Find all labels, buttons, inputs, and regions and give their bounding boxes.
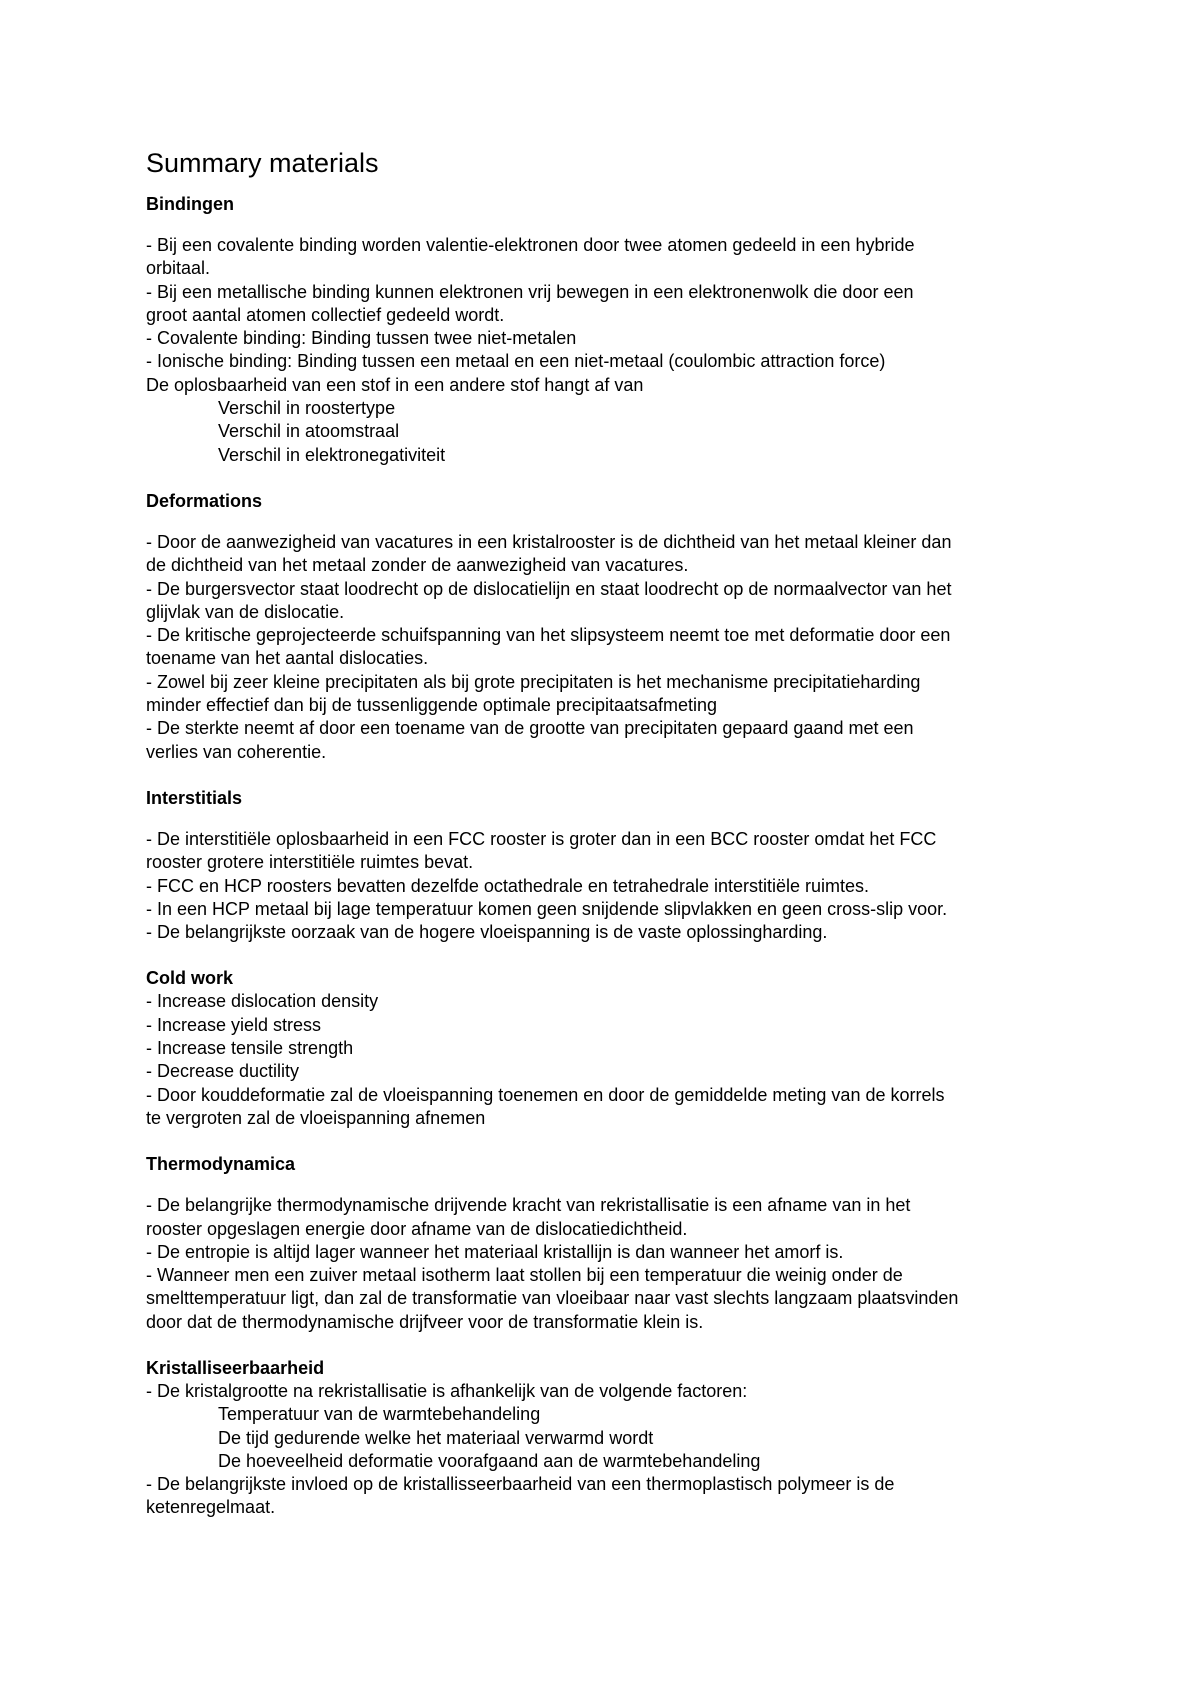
text-line: - De kristalgrootte na rekristallisatie is afhankelijk van de volgende factoren: xyxy=(146,1380,748,1401)
text-line: ketenregelmaat. xyxy=(146,1497,276,1518)
text-line: glijvlak van de dislocatie. xyxy=(146,601,345,622)
text-line: - Increase dislocation density xyxy=(146,991,379,1012)
text-line: door dat de thermodynamische drijfveer voor de transformatie klein is. xyxy=(146,1311,704,1332)
text-line: de dichtheid van het metaal zonder de aanwezigheid van vacatures. xyxy=(146,555,689,576)
section-deformations xyxy=(146,490,1076,764)
section-heading: Bindingen xyxy=(146,194,234,214)
indented-item: De hoeveelheid deformatie voorafgaand aan de warmtebehandeling xyxy=(218,1450,761,1471)
text-line: - De interstitiële oplosbaarheid in een FCC rooster is groter dan in een BCC rooster omdat het FCC xyxy=(146,828,937,849)
section-kristalliseerbaarheid xyxy=(146,1357,1076,1520)
text-line: De oplosbaarheid van een stof in een andere stof hangt af van xyxy=(146,374,644,395)
text-line: - Door de aanwezigheid van vacatures in een kristalrooster is de dichtheid van het metaal kleiner dan xyxy=(146,531,952,552)
text-line: - De burgersvector staat loodrecht op de dislocatielijn en staat loodrecht op de normaalvector van het xyxy=(146,578,952,599)
indented-item: Temperatuur van de warmtebehandeling xyxy=(218,1404,541,1425)
section-heading: Kristalliseerbaarheid xyxy=(146,1357,325,1378)
text-line: - Decrease ductility xyxy=(146,1061,300,1082)
text-line: te vergroten zal de vloeispanning afnemen xyxy=(146,1107,486,1128)
text-line: - De entropie is altijd lager wanneer het materiaal kristallijn is dan wanneer het amorf is. xyxy=(146,1241,844,1262)
text-line: - Covalente binding: Binding tussen twee niet-metalen xyxy=(146,328,577,349)
text-line: toename van het aantal dislocaties. xyxy=(146,648,429,669)
text-line: - Wanneer men een zuiver metaal isotherm laat stollen bij een temperatuur die weinig onder de xyxy=(146,1265,903,1286)
text-line: - Door kouddeformatie zal de vloeispanning toenemen en door de gemiddelde meting van de korrels xyxy=(146,1084,945,1105)
text-line: - Increase tensile strength xyxy=(146,1038,354,1059)
text-line: - In een HCP metaal bij lage temperatuur komen geen snijdende slipvlakken en geen cross-slip voor. xyxy=(146,898,948,919)
section-heading: Cold work xyxy=(146,968,234,989)
text-line: - Bij een metallische binding kunnen elektronen vrij bewegen in een elektronenwolk die door een xyxy=(146,281,914,302)
section-cold-work xyxy=(146,967,1076,1130)
indented-item: Verschil in roostertype xyxy=(218,398,396,419)
text-line: verlies van coherentie. xyxy=(146,741,327,762)
document-title: Summary materials xyxy=(146,148,379,178)
text-line: - FCC en HCP roosters bevatten dezelfde octathedrale en tetrahedrale interstitiële ruimtes. xyxy=(146,875,870,896)
text-line: - Zowel bij zeer kleine precipitaten als bij grote precipitaten is het mechanisme precipitatieharding xyxy=(146,671,921,692)
section-bindingen xyxy=(146,193,1076,467)
text-line: minder effectief dan bij de tussenliggende optimale precipitaatsafmeting xyxy=(146,695,718,716)
text-line: - Increase yield stress xyxy=(146,1014,322,1035)
text-line: - De sterkte neemt af door een toename van de grootte van precipitaten gepaard gaand met een xyxy=(146,718,914,739)
text-line: - De belangrijkste oorzaak van de hogere vloeispanning is de vaste oplossingharding. xyxy=(146,922,828,943)
section-heading: Deformations xyxy=(146,490,263,511)
document-page xyxy=(146,146,1076,1520)
section-heading: Thermodynamica xyxy=(146,1154,296,1175)
text-line: orbitaal. xyxy=(146,258,211,279)
text-line: - Bij een covalente binding worden valentie-elektronen door twee atomen gedeeld in een hybride xyxy=(146,235,915,255)
indented-item: Verschil in elektronegativiteit xyxy=(218,444,446,465)
text-line: rooster grotere interstitiële ruimtes bevat. xyxy=(146,852,474,873)
section-heading: Interstitials xyxy=(146,787,243,808)
text-line: - De kritische geprojecteerde schuifspanning van het slipsysteem neemt toe met deformatie door een xyxy=(146,625,951,646)
text-line: smelttemperatuur ligt, dan zal de transformatie van vloeibaar naar vast slechts langzaam plaatsvinden xyxy=(146,1288,959,1309)
text-line: - De belangrijkste invloed op de kristallisseerbaarheid van een thermoplastisch polymeer is de xyxy=(146,1474,895,1495)
section-thermodynamica xyxy=(146,1153,1076,1334)
text-line: rooster opgeslagen energie door afname van de dislocatiedichtheid. xyxy=(146,1218,688,1239)
text-line: - De belangrijke thermodynamische drijvende kracht van rekristallisatie is een afname van in het xyxy=(146,1195,911,1216)
indented-item: De tijd gedurende welke het materiaal verwarmd wordt xyxy=(218,1427,654,1448)
text-line: groot aantal atomen collectief gedeeld wordt. xyxy=(146,304,505,325)
section-interstitials xyxy=(146,787,1076,944)
text-line: - Ionische binding: Binding tussen een metaal en een niet-metaal (coulombic attraction force) xyxy=(146,351,886,372)
indented-item: Verschil in atoomstraal xyxy=(218,421,400,442)
